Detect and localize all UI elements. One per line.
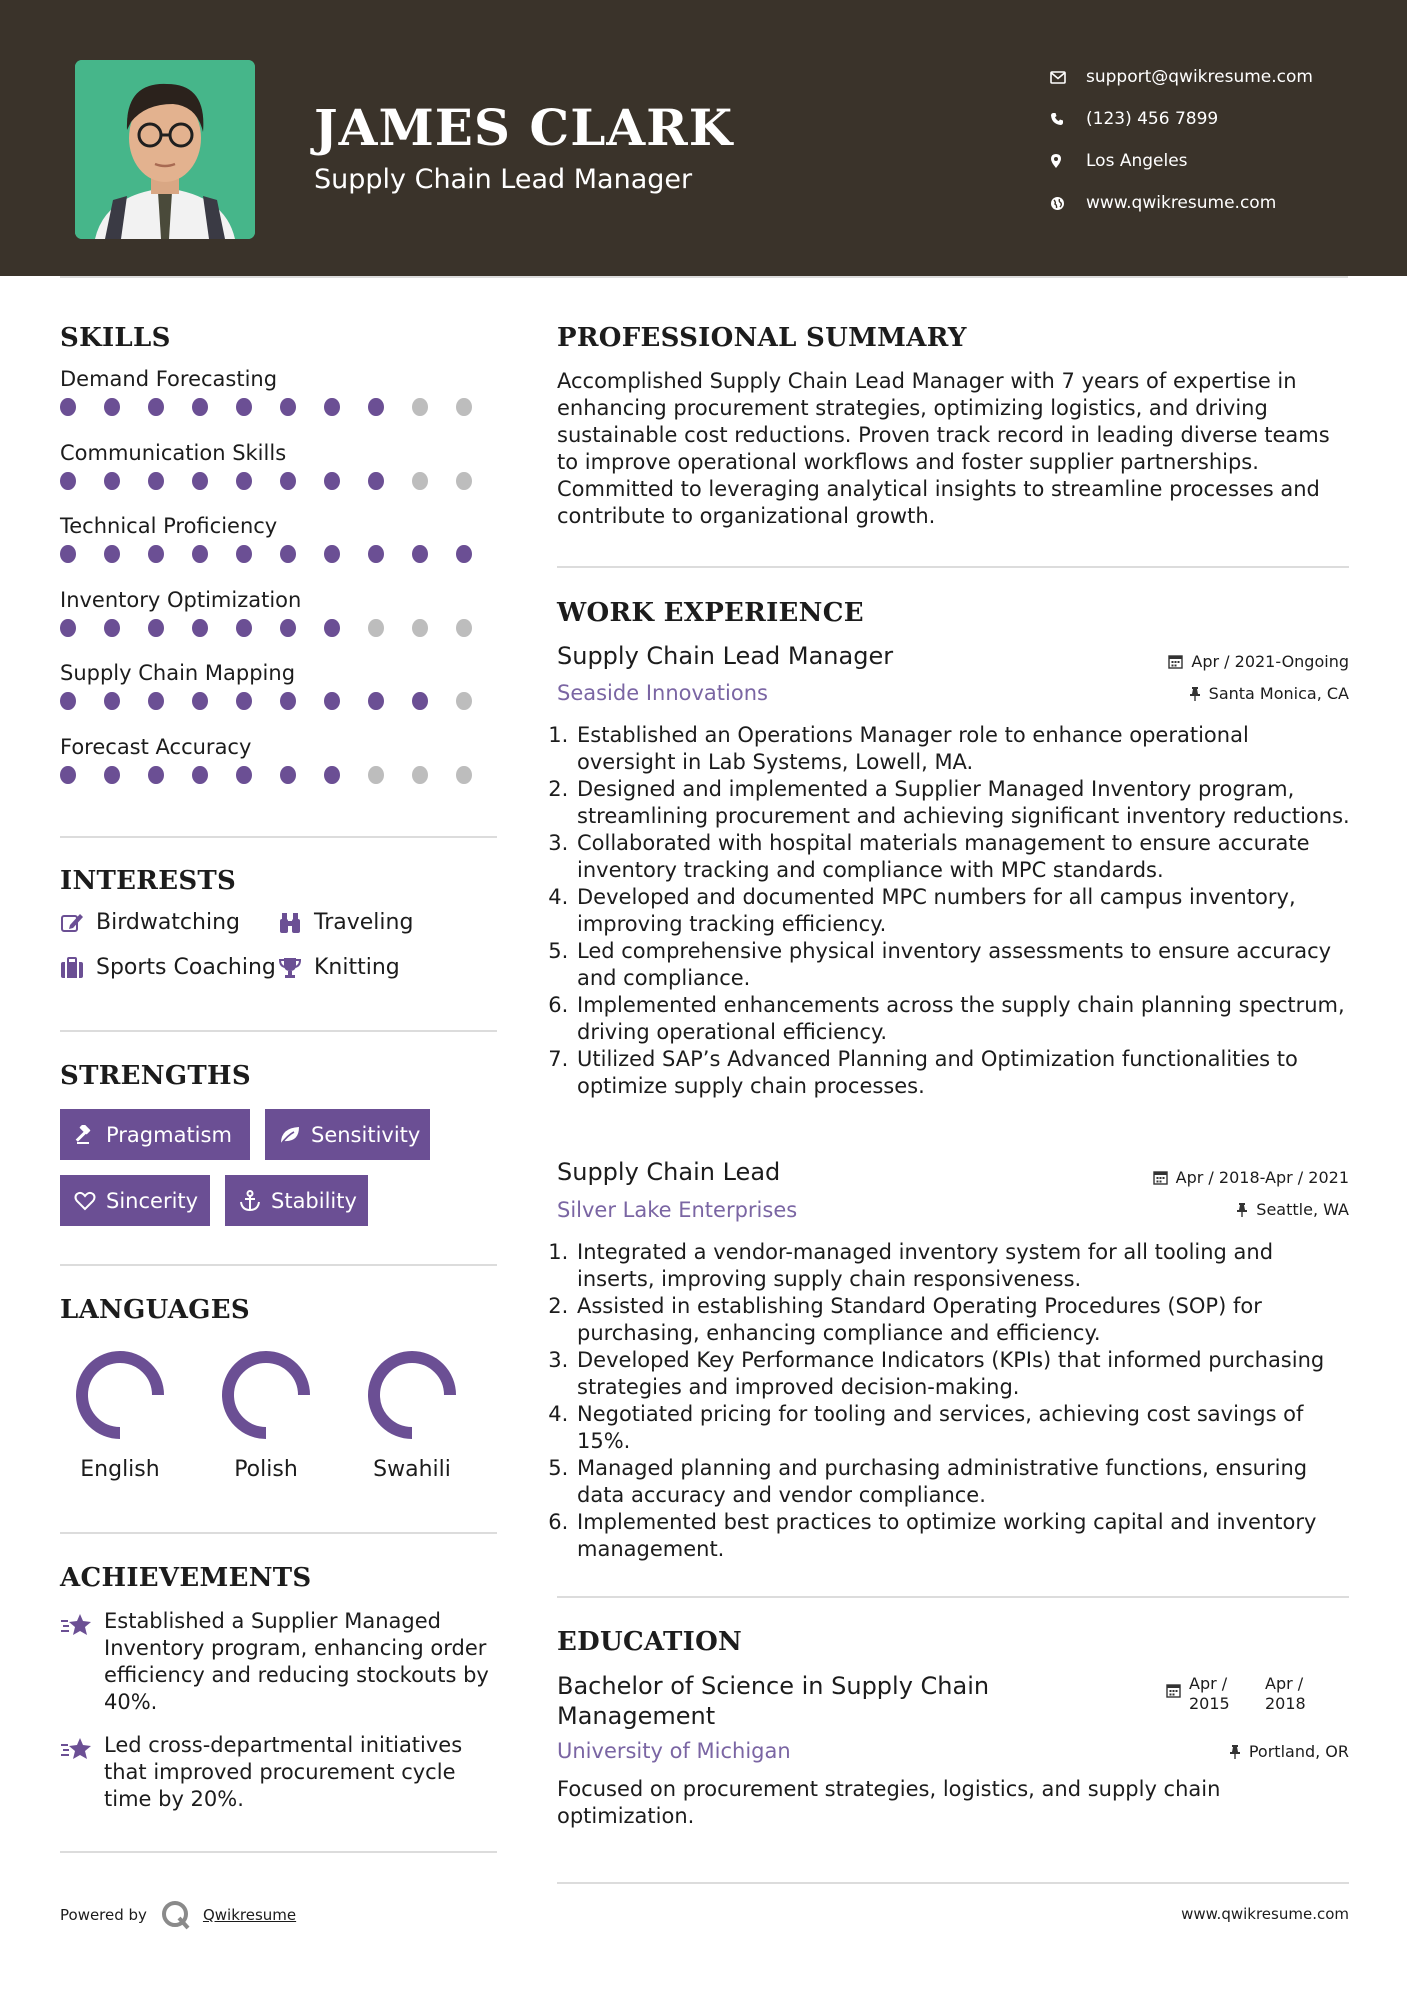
job-location-text: Seattle, WA [1256,1200,1349,1219]
job-title: Supply Chain Lead Manager [557,642,894,670]
rating-dot-empty [368,619,384,637]
map-marker-icon [1050,153,1086,169]
leaf-icon [279,1125,301,1145]
star-icon [60,1608,104,1716]
contact-email-text: support@qwikresume.com [1086,67,1313,87]
star-icon [60,1732,104,1813]
skill-label: Supply Chain Mapping [60,661,296,685]
globe-icon [1050,196,1086,211]
interests-divider [60,1030,497,1032]
rating-dot-filled [148,472,164,490]
candidate-title: Supply Chain Lead Manager [314,164,693,195]
rating-dot-filled [324,398,340,416]
rating-dot-filled [104,398,120,416]
rating-dot-filled [368,545,384,563]
rating-dot-filled [104,766,120,784]
rating-dot-filled [60,619,76,637]
job-bullet: 5. Led comprehensive physical inventory assessments to ensure accuracy and compliance. [575,938,1350,992]
interest-item [278,955,400,980]
summary-text: Accomplished Supply Chain Lead Manager with 7 years of expertise in enhancing procurement strategies, optimizing logistics, and driving sustainable cost reductions. Proven track record in leading diverse teams to improve operational workflows and foster supplier partnerships. Committed to leveraging analytical insights to streamline processes and contribute to organizational growth. [557,369,1330,528]
rating-dot-filled [368,692,384,710]
rating-dot-empty [368,766,384,784]
contact-location-text: Los Angeles [1086,151,1188,171]
strengths-divider [60,1264,497,1266]
job-bullet: 4. Developed and documented MPC numbers for all campus inventory, improving tracking efficiency. [575,884,1350,938]
interests-heading: INTERESTS [60,866,237,896]
skill-label: Forecast Accuracy [60,734,252,759]
job-bullet: 3. Collaborated with hospital materials management to ensure accurate inventory tracking and compliance with MPC standards. [575,830,1350,884]
anchor-icon [239,1190,261,1212]
rating-dot-empty [412,766,428,784]
strength-tag [60,1175,210,1226]
job-bullet: 6. Implemented best practices to optimize working capital and inventory management. [575,1509,1350,1563]
interest-label: Knitting [314,955,400,980]
interest-label: Birdwatching [96,910,240,935]
job-bullets [550,722,1350,1100]
language-ring [70,1345,170,1445]
rating-dot-filled [324,545,340,563]
education-description: Focused on procurement strategies, logistics, and supply chain optimization. [557,1777,1221,1828]
skill-rating [60,619,500,637]
education-location [1229,1742,1349,1761]
rating-dot-filled [236,619,252,637]
interest-label: Traveling [314,910,414,935]
skill-rating [60,545,500,563]
achievement-text: Established a Supplier Managed Inventory program, enhancing order efficiency and reducing stockouts by 40%. [104,1609,489,1714]
achievements-heading: ACHIEVEMENTS [60,1563,312,1593]
strength-label: Sensitivity [311,1122,421,1147]
job-bullet: 7. Utilized SAP’s Advanced Planning and Optimization functionalities to optimize supply chain processes. [575,1046,1350,1100]
interest-item [278,910,413,935]
language-ring-arc [374,1357,450,1433]
achievement-item [60,1732,500,1813]
company-name: Seaside Innovations [557,681,768,705]
rating-dot-filled [192,398,208,416]
rating-dot-filled [148,619,164,637]
degree-title: Bachelor of Science in Supply Chain Management [557,1672,990,1730]
skill-rating [60,692,500,710]
languages-heading: LANGUAGES [60,1295,250,1325]
contact-phone-text: (123) 456 7899 [1086,109,1219,129]
edit-icon [60,912,84,934]
calendar-icon [1168,654,1183,669]
resume-header [0,0,1407,276]
skill-item [60,584,500,637]
rating-dot-filled [280,766,296,784]
skill-item [60,510,500,563]
language-label: Swahili [373,1457,451,1482]
interest-label: Sports Coaching [96,955,276,980]
skill-rating [60,398,500,416]
rating-dot-filled [280,398,296,416]
rating-dot-filled [368,398,384,416]
job-location [1236,1200,1349,1219]
summary-divider [557,566,1349,568]
qwikresume-logo-icon [161,1900,191,1930]
job-bullet: 6. Implemented enhancements across the supply chain planning spectrum, driving operational efficiency. [575,992,1350,1046]
rating-dot-filled [324,766,340,784]
skill-label: Technical Proficiency [60,514,278,538]
rating-dot-filled [60,545,76,563]
skill-item [60,731,500,784]
summary-heading: PROFESSIONAL SUMMARY [557,323,967,353]
rating-dot-filled [104,619,120,637]
skill-rating [60,766,500,784]
job-dates-text: Apr / 2018-Apr / 2021 [1175,1168,1349,1187]
rating-dot-filled [236,545,252,563]
rating-dot-filled [324,472,340,490]
rating-dot-filled [60,692,76,710]
header-divider [60,276,1348,278]
rating-dot-filled [148,692,164,710]
rating-dot-filled [280,545,296,563]
job-bullet: 3. Developed Key Performance Indicators (KPIs) that informed purchasing strategies and improved decision-making. [575,1347,1350,1401]
strength-tag [265,1109,430,1160]
strength-label: Stability [271,1188,357,1213]
heart-icon [74,1191,96,1211]
strengths-heading: STRENGTHS [60,1061,251,1091]
rating-dot-filled [192,472,208,490]
briefcase-icon [60,957,84,979]
strength-label: Sincerity [106,1188,199,1213]
job-location-text: Santa Monica, CA [1208,684,1349,703]
strength-tag [60,1109,250,1160]
achievement-item [60,1608,500,1716]
education-heading: EDUCATION [557,1627,743,1657]
achievements-divider [60,1851,497,1853]
contact-website-text: www.qwikresume.com [1086,193,1277,213]
skill-label: Communication Skills [60,440,287,465]
skills-heading: SKILLS [60,323,171,353]
rating-dot-filled [192,619,208,637]
job-dates [1168,652,1349,671]
rating-dot-filled [280,619,296,637]
language-item [60,1345,180,1482]
rating-dot-filled [148,545,164,563]
rating-dot-filled [236,766,252,784]
language-ring [216,1345,316,1445]
education-divider [557,1882,1349,1884]
rating-dot-filled [236,472,252,490]
rating-dot-empty [456,619,472,637]
calendar-icon [1166,1683,1181,1698]
footer-branding [60,1900,296,1930]
gavel-icon [74,1125,96,1145]
job-dates-text: Apr / 2021-Ongoing [1191,652,1349,671]
rating-dot-filled [192,545,208,563]
skill-item [60,363,500,416]
job-bullet: 1. Integrated a vendor-managed inventory system for all tooling and inserts, improving supply chain responsiveness. [575,1239,1350,1293]
job-bullet: 5. Managed planning and purchasing administrative functions, ensuring data accuracy and vendor compliance. [575,1455,1350,1509]
rating-dot-filled [148,398,164,416]
rating-dot-filled [60,398,76,416]
rating-dot-filled [324,619,340,637]
skill-item [60,437,500,490]
rating-dot-filled [280,472,296,490]
rating-dot-filled [236,692,252,710]
contact-website[interactable] [1050,182,1313,224]
brand-link[interactable]: Qwikresume [202,1906,297,1924]
rating-dot-filled [104,545,120,563]
language-label: English [80,1457,160,1482]
phone-icon [1050,112,1086,126]
footer-url[interactable]: www.qwikresume.com [1181,1905,1349,1923]
envelope-icon [1050,71,1086,84]
interest-item [60,955,276,980]
job-bullet: 2. Designed and implemented a Supplier Managed Inventory program, streamlining procurement and achieving significant inventory reductions. [575,776,1350,830]
language-ring-arc [228,1357,304,1433]
education-location-text: Portland, OR [1248,1742,1349,1761]
calendar-icon [1153,1170,1168,1185]
language-ring [362,1345,462,1445]
experience-heading: WORK EXPERIENCE [557,598,864,628]
achievement-text: Led cross-departmental initiatives that improved procurement cycle time by 20%. [104,1733,463,1811]
rating-dot-empty [456,692,472,710]
rating-dot-filled [192,692,208,710]
rating-dot-filled [412,545,428,563]
rating-dot-empty [456,398,472,416]
experience-divider [557,1596,1349,1598]
job-bullet: 1. Established an Operations Manager role to enhance operational oversight in Lab Systems, Lowell, MA. [575,722,1350,776]
job-location [1189,684,1349,703]
company-name: Silver Lake Enterprises [557,1198,798,1222]
candidate-name: JAMES CLARK [314,98,734,157]
binoculars-icon [278,912,302,934]
language-ring-arc [82,1357,158,1433]
job-bullet: 4. Negotiated pricing for tooling and services, achieving cost savings of 15%. [575,1401,1350,1455]
rating-dot-empty [412,619,428,637]
job-title: Supply Chain Lead [557,1158,781,1186]
pin-icon [1229,1744,1241,1759]
contact-phone[interactable] [1050,98,1313,140]
contact-list [1050,56,1313,224]
rating-dot-filled [148,766,164,784]
skills-divider [60,836,497,838]
rating-dot-empty [412,398,428,416]
language-label: Polish [234,1457,298,1482]
job-bullets [550,1239,1350,1563]
rating-dot-filled [456,545,472,563]
skill-label: Demand Forecasting [60,367,278,391]
skill-rating [60,472,500,490]
rating-dot-filled [368,472,384,490]
rating-dot-filled [60,472,76,490]
rating-dot-filled [280,692,296,710]
job-dates [1153,1168,1349,1187]
rating-dot-empty [456,766,472,784]
interest-item [60,910,240,935]
rating-dot-filled [412,692,428,710]
rating-dot-filled [236,398,252,416]
rating-dot-filled [104,472,120,490]
strength-tag [225,1175,368,1226]
rating-dot-empty [456,472,472,490]
rating-dot-filled [60,766,76,784]
language-item [206,1345,326,1482]
powered-by-text: Powered by [60,1906,147,1924]
trophy-icon [278,957,302,979]
education-end: Apr / 2018 [1265,1674,1306,1713]
strength-label: Pragmatism [106,1122,232,1147]
job-bullet: 2. Assisted in establishing Standard Operating Procedures (SOP) for purchasing, enhancing compliance and efficiency. [575,1293,1350,1347]
pin-icon [1236,1202,1248,1217]
languages-divider [60,1532,497,1534]
skill-label: Inventory Optimization [60,587,302,612]
language-item [352,1345,472,1482]
pin-icon [1189,686,1201,701]
rating-dot-filled [104,692,120,710]
contact-location [1050,140,1313,182]
education-dates [1166,1674,1323,1714]
rating-dot-filled [192,766,208,784]
contact-email[interactable] [1050,56,1313,98]
education-start: Apr / 2015 [1189,1674,1230,1713]
rating-dot-filled [324,692,340,710]
profile-photo [75,60,255,239]
school-name: University of Michigan [557,1739,791,1763]
skill-item [60,657,500,710]
rating-dot-empty [412,472,428,490]
